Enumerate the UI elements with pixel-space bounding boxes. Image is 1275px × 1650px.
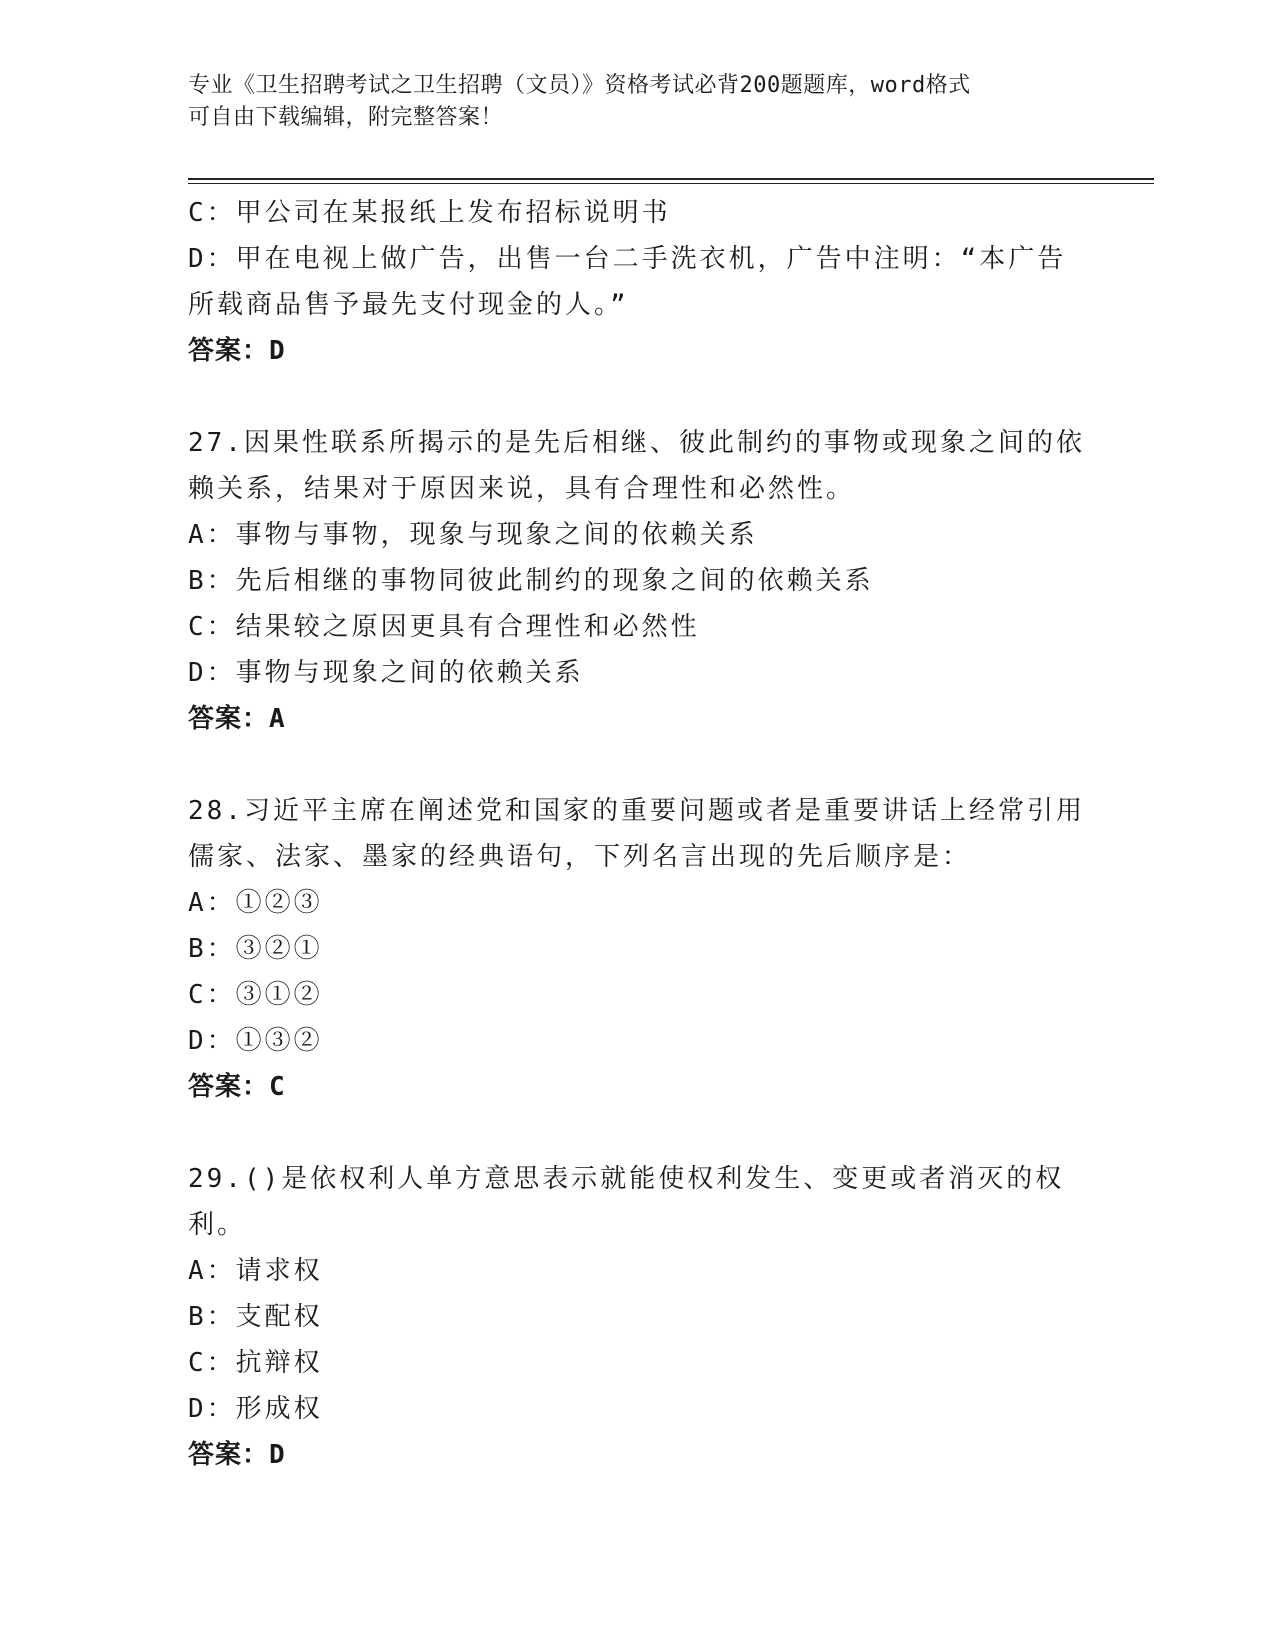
answer-line: 答案：D [188,336,286,366]
option-d: D：形成权 [188,1394,323,1424]
question-stem: 29.()是依权利人单方意思表示就能使权利发生、变更或者消灭的权利。 [188,1164,1065,1240]
option-c: C：抗辩权 [188,1348,323,1378]
header-line-1: 专业《卫生招聘考试之卫生招聘（文员）》资格考试必背200题题库，word格式 [188,73,971,98]
previous-question-block [188,190,1088,374]
option-d: D：事物与现象之间的依赖关系 [188,658,584,688]
question-28 [188,788,1088,1110]
document-header [188,70,1088,134]
question-27 [188,420,1088,742]
answer-line: 答案：C [188,1072,286,1102]
option-a: A：①②③ [188,888,323,918]
option-b: B：支配权 [188,1302,323,1332]
option-d: D：①③② [188,1026,323,1056]
question-list [188,190,1088,1478]
option-c: C：结果较之原因更具有合理性和必然性 [188,612,700,642]
option-c: C：③①② [188,980,323,1010]
option-d: D：甲在电视上做广告，出售一台二手洗衣机，广告中注明：“本广告所载商品售予最先支付现金的人。” [188,244,1067,320]
option-b: B：③②① [188,934,323,964]
option-b: B：先后相继的事物同彼此制约的现象之间的依赖关系 [188,566,874,596]
question-stem: 27.因果性联系所揭示的是先后相继、彼此制约的事物或现象之间的依赖关系，结果对于原因来说，具有合理性和必然性。 [188,428,1085,504]
option-c: C：甲公司在某报纸上发布招标说明书 [188,198,671,228]
question-29 [188,1156,1088,1478]
option-a: A：事物与事物，现象与现象之间的依赖关系 [188,520,758,550]
option-a: A：请求权 [188,1256,323,1286]
header-divider-thick [188,178,1154,180]
header-line-2: 可自由下载编辑，附完整答案！ [188,105,504,130]
answer-line: 答案：A [188,704,286,734]
answer-line: 答案：D [188,1440,286,1470]
header-divider-thin [188,183,1154,184]
question-stem: 28.习近平主席在阐述党和国家的重要问题或者是重要讲话上经常引用儒家、法家、墨家的经典语句，下列名言出现的先后顺序是： [188,796,1085,872]
